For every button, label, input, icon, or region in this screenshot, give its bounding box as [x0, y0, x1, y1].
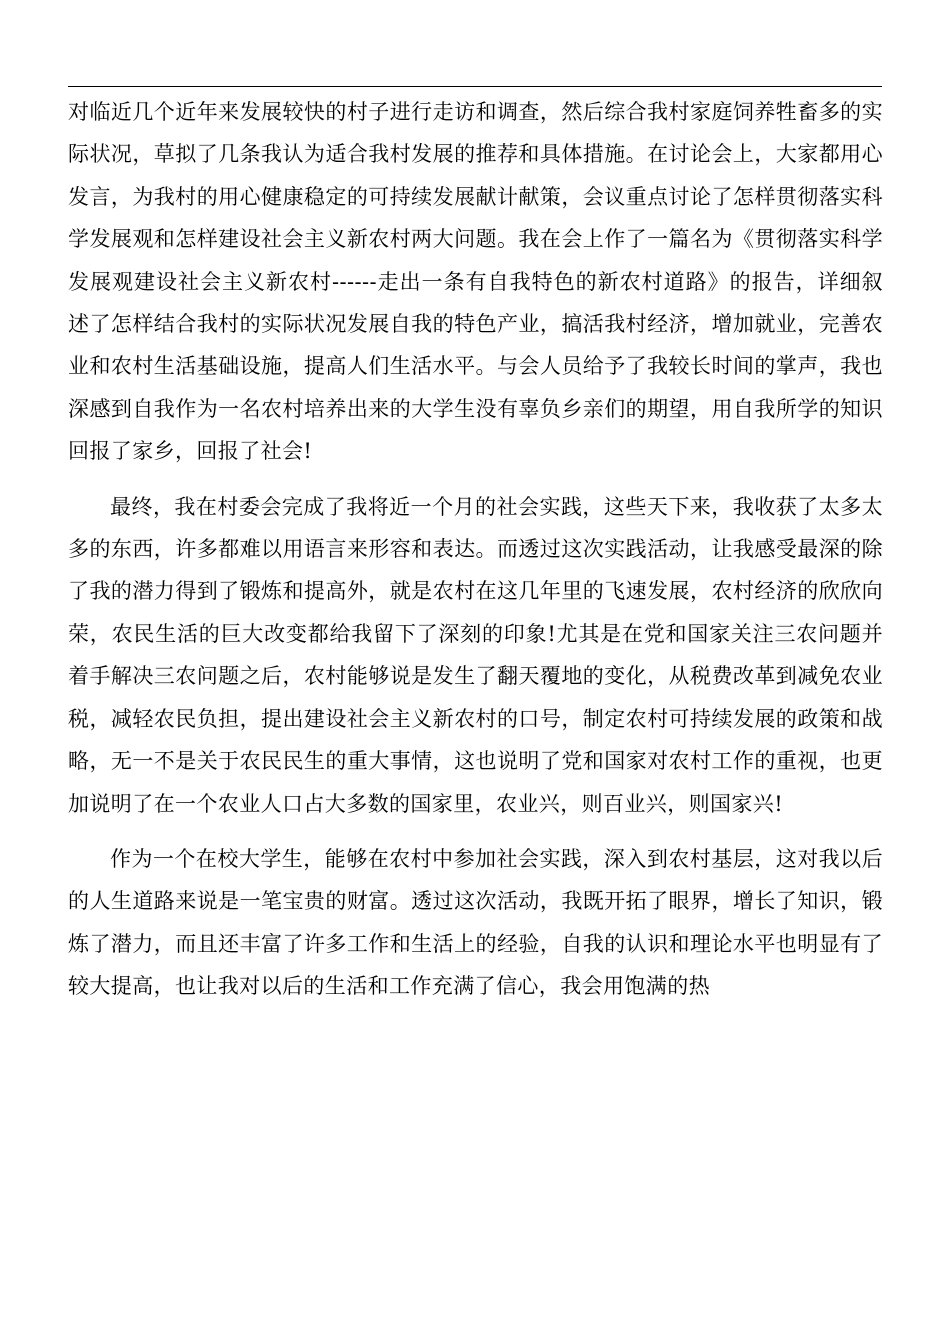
paragraph-reflection: 作为一个在校大学生，能够在农村中参加社会实践，深入到农村基层，这对我以后的人生道路来说是一笔宝贵的财富。透过这次活动，我既开拓了眼界，增长了知识，锻炼了潜力，而且还丰富了许多工作和生活上的经验，自我的认识和理论水平也明显有了较大提高，也让我对以后的生活和工作充满了信心，我会用饱满的热	[68, 846, 883, 999]
document-body	[68, 91, 883, 1021]
paragraph-continued: 对临近几个近年来发展较快的村子进行走访和调查，然后综合我村家庭饲养牲畜多的实际状况，草拟了几条我认为适合我村发展的推荐和具体措施。在讨论会上，大家都用心发言，为我村的用心健康稳定的可持续发展献计献策，会议重点讨论了怎样贯彻落实科学发展观和怎样建设社会主义新农村两大问题。我在会上作了一篇名为《贯彻落实科学发展观建设社会主义新农村------走出一条有自我特色的新农村道路》的报告，详细叙述了怎样结合我村的实际状况发展自我的特色产业，搞活我村经济，增加就业，完善农业和农村生活基础设施，提高人们生活水平。与会人员给予了我较长时间的掌声，我也深感到自我作为一名农村培养出来的大学生没有辜负乡亲们的期望，用自我所学的知识回报了家乡，回报了社会!	[68, 100, 883, 464]
paragraph-conclusion: 最终，我在村委会完成了我将近一个月的社会实践，这些天下来，我收获了太多太多的东西，许多都难以用语言来形容和表达。而透过这次实践活动，让我感受最深的除了我的潜力得到了锻炼和提高外，就是农村在这几年里的飞速发展，农村经济的欣欣向荣，农民生活的巨大改变都给我留下了深刻的印象!尤其是在党和国家关注三农问题并着手解决三农问题之后，农村能够说是发生了翻天覆地的变化，从税费改革到减免农业税，减轻农民负担，提出建设社会主义新农村的口号，制定农村可持续发展的政策和战略，无一不是关于农民民生的重大事情，这也说明了党和国家对农村工作的重视，也更加说明了在一个农业人口占大多数的国家里，农业兴，则百业兴，则国家兴!	[68, 494, 883, 816]
header-rule	[68, 86, 882, 87]
